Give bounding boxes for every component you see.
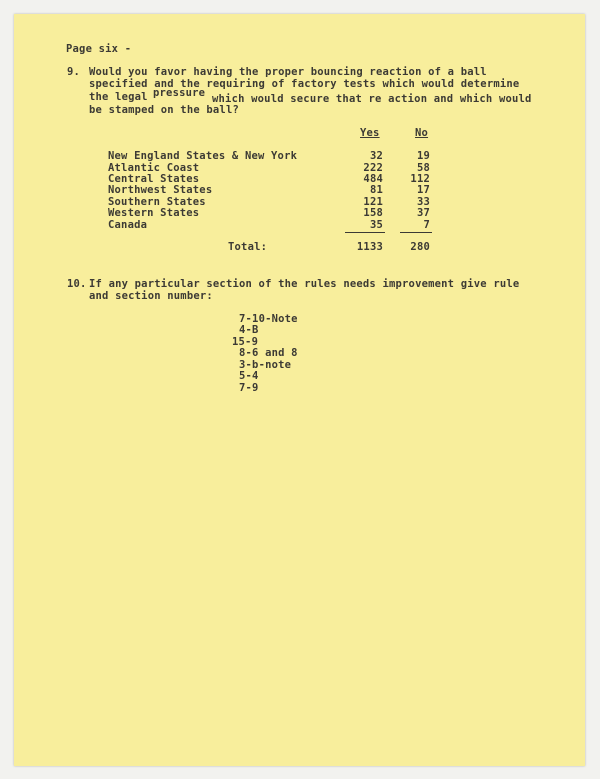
question-9-line-3-insert: pressure	[153, 87, 206, 99]
no-sum-rule	[400, 232, 432, 233]
total-label: Total:	[228, 241, 268, 253]
region-label: New England States & New York	[108, 150, 298, 162]
no-count: 37	[416, 207, 430, 219]
region-label: Western States	[108, 207, 200, 219]
yes-count: 121	[363, 196, 383, 208]
yes-count: 158	[363, 207, 383, 219]
rule-answer: 5-4	[239, 370, 259, 382]
yes-count: 32	[369, 150, 383, 162]
rule-answer: 15-9	[232, 336, 259, 348]
no-count: 112	[410, 173, 430, 185]
question-9-line-2: specified and the requiring of factory tests which would determine	[89, 78, 520, 90]
yes-count: 35	[369, 219, 383, 231]
question-9-line-3a: the legal	[89, 91, 148, 103]
yes-count: 484	[363, 173, 383, 185]
question-10-line-1: If any particular section of the rules needs improvement give rule	[89, 278, 520, 290]
region-label: Central States	[108, 173, 200, 185]
column-header-no: No	[415, 127, 429, 139]
no-count: 19	[416, 150, 430, 162]
question-9-line-3b: which would secure that re action and which would	[212, 93, 532, 105]
question-10-line-2: and section number:	[89, 290, 213, 302]
rule-answer: 3-b-note	[239, 359, 292, 371]
yes-sum-rule	[345, 232, 385, 233]
no-count: 58	[416, 162, 430, 174]
region-label: Atlantic Coast	[108, 162, 200, 174]
question-10-number: 10.	[67, 278, 87, 290]
rule-answer: 7-9	[239, 382, 259, 394]
no-count: 7	[423, 219, 430, 231]
rule-answer: 4-B	[239, 324, 259, 336]
no-count: 17	[416, 184, 430, 196]
region-label: Canada	[108, 219, 148, 231]
total-no: 280	[410, 241, 430, 253]
question-9-line-1: Would you favor having the proper bouncing reaction of a ball	[89, 66, 487, 78]
yes-count: 81	[369, 184, 383, 196]
no-count: 33	[416, 196, 430, 208]
total-yes: 1133	[356, 241, 383, 253]
region-label: Southern States	[108, 196, 206, 208]
rule-answer: 8-6 and 8	[239, 347, 298, 359]
question-9-number: 9.	[67, 66, 81, 78]
region-label: Northwest States	[108, 184, 213, 196]
document-page	[14, 14, 585, 766]
rule-answer: 7-10-Note	[239, 313, 298, 325]
question-9-line-4: be stamped on the ball?	[89, 104, 239, 116]
column-header-yes: Yes	[360, 127, 380, 139]
page-header: Page six -	[66, 43, 132, 55]
yes-count: 222	[363, 162, 383, 174]
